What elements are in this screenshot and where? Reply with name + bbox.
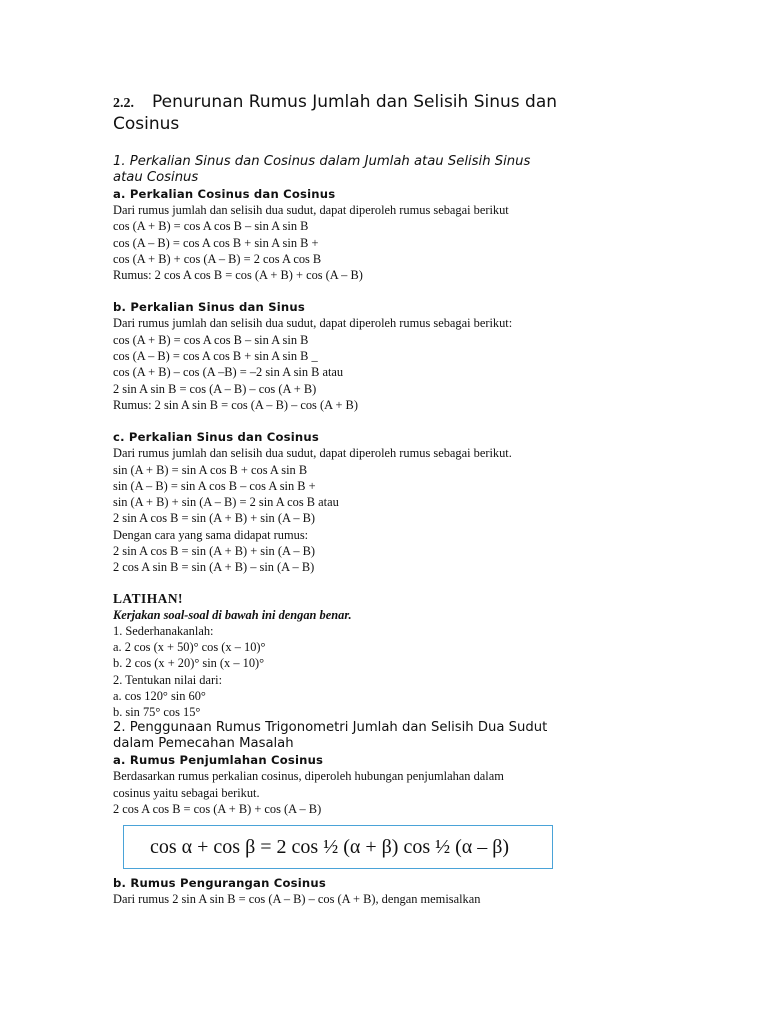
heading-line2: Cosinus [113,114,180,134]
subsection-b-title: b. Perkalian Sinus dan Sinus [113,300,305,315]
text-line: Dari rumus 2 sin A sin B = cos (A – B) – cos (A + B), dengan memisalkan [113,892,481,907]
subsection-c-title: c. Perkalian Sinus dan Cosinus [113,430,319,445]
formula-line: 2 sin A cos B = sin (A + B) + sin (A – B) [113,511,316,526]
formula-line: sin (A + B) + sin (A – B) = 2 sin A cos B atau [113,495,339,510]
exercise-line: a. cos 120° sin 60° [113,688,206,703]
formula-line: 2 sin A cos B = sin (A + B) + sin (A – B) [113,544,316,559]
formula-line: sin (A – B) = sin A cos B – cos A sin B + [113,478,316,493]
subsection-2b-title: b. Rumus Pengurangan Cosinus [113,876,326,891]
latihan-instruction: Kerjakan soal-soal di bawah ini dengan benar. [113,607,352,622]
text-line: Dengan cara yang sama didapat rumus: [113,527,309,542]
exercise-line: b. 2 cos (x + 20)° sin (x – 10)° [113,656,265,671]
document-page [113,92,713,908]
section1-title-line1: 1. Perkalian Sinus dan Cosinus dalam Jumlah atau Selisih Sinus [113,154,531,169]
exercise-line: 1. Sederhanakanlah: [113,623,214,638]
formula-line: cos (A + B) – cos (A –B) = –2 sin A sin B atau [113,365,344,380]
formula-line: Rumus: 2 sin A sin B = cos (A – B) – cos (A + B) [113,397,358,412]
formula-line: 2 cos A sin B = sin (A + B) – sin (A – B) [113,560,315,575]
formula-line: cos (A + B) + cos (A – B) = 2 cos A cos B [113,251,322,266]
heading-number: 2.2. [113,96,134,111]
heading-line1: Penurunan Rumus Jumlah dan Selisih Sinus dan [152,92,558,112]
exercise-line: b. sin 75° cos 15° [113,705,201,720]
subsection-2a-title: a. Rumus Penjumlahan Cosinus [113,753,324,768]
section-heading [113,92,713,135]
exercise-line: 2. Tentukan nilai dari: [113,672,223,687]
text-line: Dari rumus jumlah dan selisih dua sudut, dapat diperoleh rumus sebagai berikut: [113,316,513,331]
section1-title-line2: atau Cosinus [113,170,199,185]
section2-title-line1: 2. Penggunaan Rumus Trigonometri Jumlah dan Selisih Dua Sudut [113,720,548,736]
formula-line: cos (A + B) = cos A cos B – sin A sin B [113,219,309,234]
exercise-line: a. 2 cos (x + 50)° cos (x – 10)° [113,639,266,654]
latihan-title: LATIHAN! [113,590,183,606]
formula-line: cos (A + B) = cos A cos B – sin A sin B [113,332,309,347]
subsection-a-title: a. Perkalian Cosinus dan Cosinus [113,187,336,201]
text-line: Dari rumus jumlah dan selisih dua sudut, dapat diperoleh rumus sebagai berikut [113,203,509,217]
formula-line: 2 cos A cos B = cos (A + B) + cos (A – B) [113,802,322,817]
formula-line: cos (A – B) = cos A cos B + sin A sin B + [113,235,319,250]
section2-title-line2: dalam Pemecahan Masalah [113,736,294,752]
text-line: Berdasarkan rumus perkalian cosinus, diperoleh hubungan penjumlahan dalam [113,769,504,784]
formula-line: 2 sin A sin B = cos (A – B) – cos (A + B) [113,381,317,396]
formula-line: sin (A + B) = sin A cos B + cos A sin B [113,462,308,477]
text-line: Dari rumus jumlah dan selisih dua sudut, dapat diperoleh rumus sebagai berikut. [113,446,512,461]
formula-line: cos (A – B) = cos A cos B + sin A sin B _ [113,349,318,364]
formula-line: Rumus: 2 cos A cos B = cos (A + B) + cos (A – B) [113,268,363,283]
text-line: cosinus yaitu sebagai berikut. [113,785,260,800]
formula-box: cos α + cos β = 2 cos ½ (α + β) cos ½ (α – β) [123,825,553,869]
